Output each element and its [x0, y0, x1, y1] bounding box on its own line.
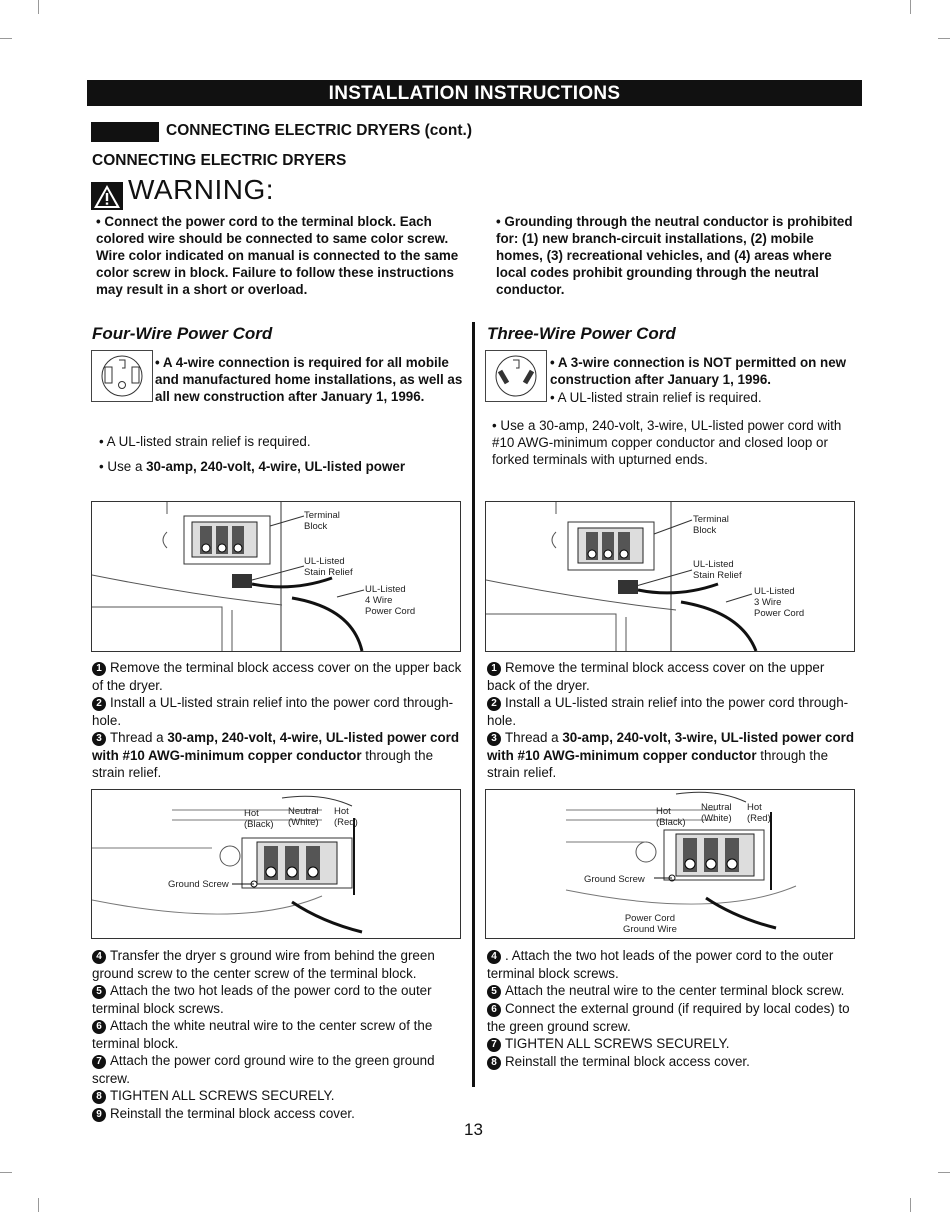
four-wire-steps-a [92, 659, 464, 781]
column-divider [472, 322, 475, 1087]
sub-title: CONNECTING ELECTRIC DRYERS [92, 152, 347, 169]
four-wire-steps-b [92, 947, 464, 1123]
label-terminal-block: Terminal Block [693, 514, 729, 536]
label-hot-red: Hot (Red) [747, 802, 771, 824]
step-item: 8 TIGHTEN ALL SCREWS SECURELY. [92, 1087, 464, 1105]
three-wire-cord-figure [485, 501, 855, 652]
four-wire-heading: Four-Wire Power Cord [92, 324, 273, 343]
label-neutral-white: Neutral (White) [288, 806, 319, 828]
warning-left-text: • Connect the power cord to the terminal block. Each colored wire should be connected to same color screw. Wire color indicated on manual is connected to the same color screw in block. Failure to follow these instructions may result in a short or overload. [96, 214, 459, 297]
crop-mark [0, 1172, 12, 1173]
step-item: 4 Transfer the dryer s ground wire from behind the green ground screw to the center screw of the terminal block. [92, 948, 435, 981]
section-title: CONNECTING ELECTRIC DRYERS (cont.) [166, 122, 472, 139]
step-item: 7 TIGHTEN ALL SCREWS SECURELY. [487, 1035, 855, 1053]
four-wire-outlet-icon [91, 350, 153, 402]
section-marker [91, 122, 159, 142]
label-strain-relief: UL-Listed Stain Relief [693, 559, 742, 581]
step-item: 6 Connect the external ground (if required by local codes) to the green ground screw. [487, 1001, 850, 1034]
label-ground-screw: Ground Screw [584, 874, 645, 885]
three-wire-steps-a [487, 659, 855, 781]
four-wire-note-2: • A UL-listed strain relief is required. [99, 434, 311, 449]
label-strain-relief: UL-Listed Stain Relief [304, 556, 353, 578]
three-wire-outlet-icon [485, 350, 547, 402]
label-hot-red: Hot (Red) [334, 806, 358, 828]
warning-title: WARNING: [128, 174, 275, 205]
label-ground-screw: Ground Screw [168, 879, 229, 890]
four-wire-note-3: • Use a 30-amp, 240-volt, 4-wire, UL-listed power [99, 459, 406, 474]
four-wire-note-1: • A 4-wire connection is required for all mobile and manufactured home installations, as well as all new construction after January 1, 1996. [155, 355, 463, 404]
step-item: 3 Thread a 30-amp, 240-volt, 3-wire, UL-listed power cord with #10 AWG-minimum copper conductor through the strain relief. [487, 730, 855, 780]
warning-icon [91, 182, 123, 210]
warning-right-text: • Grounding through the neutral conductor is prohibited for: (1) new branch-circuit installations, (2) mobile homes, (3) recreational vehicles, and (4) areas where local codes prohibit grounding through the neutral conductor. [496, 214, 853, 297]
step-item: 8 Reinstall the terminal block access cover. [487, 1053, 855, 1071]
crop-mark [938, 1172, 950, 1173]
step-item: 6 Attach the white neutral wire to the center screw of the terminal block. [92, 1018, 433, 1051]
step-item: 1 Remove the terminal block access cover on the upper back of the dryer. [92, 660, 462, 693]
four-wire-terminal-figure [91, 789, 461, 939]
label-power-cord: UL-Listed 4 Wire Power Cord [365, 584, 416, 617]
step-item: 2 Install a UL-listed strain relief into the power cord through-hole. [487, 695, 849, 728]
page-banner: INSTALLATION INSTRUCTIONS [87, 80, 862, 106]
three-wire-note-1: • A 3-wire connection is NOT permitted on new construction after January 1, 1996. [550, 355, 847, 387]
crop-mark [0, 38, 12, 39]
crop-mark [910, 0, 911, 14]
label-hot-black: Hot (Black) [244, 808, 274, 830]
crop-mark [38, 1198, 39, 1212]
three-wire-steps-b [487, 947, 855, 1071]
three-wire-note-2: • A UL-listed strain relief is required. [550, 390, 762, 405]
crop-mark [38, 0, 39, 14]
label-power-cord: UL-Listed 3 Wire Power Cord [754, 586, 805, 619]
crop-mark [910, 1198, 911, 1212]
step-item: 5 Attach the neutral wire to the center terminal block screw. [487, 982, 855, 1000]
label-hot-black: Hot (Black) [656, 806, 686, 828]
step-item: 7 Attach the power cord ground wire to the green ground screw. [92, 1053, 435, 1086]
step-item: 3 Thread a 30-amp, 240-volt, 4-wire, UL-listed power cord with #10 AWG-minimum copper conductor through the strain relief. [92, 730, 460, 780]
crop-mark [938, 38, 950, 39]
three-wire-note-3: • Use a 30-amp, 240-volt, 3-wire, UL-listed power cord with #10 AWG-minimum copper conductor and closed loop or forked terminals with upturned ends. [492, 418, 842, 467]
four-wire-cord-figure [91, 501, 461, 652]
page-number: 13 [464, 1120, 483, 1139]
step-item: 2 Install a UL-listed strain relief into the power cord through-hole. [92, 695, 454, 728]
step-item: 4 . Attach the two hot leads of the power cord to the outer terminal block screws. [487, 948, 834, 981]
label-terminal-block: Terminal Block [304, 510, 340, 532]
three-wire-terminal-figure [485, 789, 855, 939]
three-wire-heading: Three-Wire Power Cord [487, 324, 676, 343]
step-item: 9 Reinstall the terminal block access cover. [92, 1105, 464, 1123]
label-neutral-white: Neutral (White) [701, 802, 732, 824]
step-item: 1 Remove the terminal block access cover on the upper back of the dryer. [487, 660, 825, 693]
step-item: 5 Attach the two hot leads of the power cord to the outer terminal block screws. [92, 983, 432, 1016]
label-ground-wire: Power Cord Ground Wire [623, 913, 677, 935]
